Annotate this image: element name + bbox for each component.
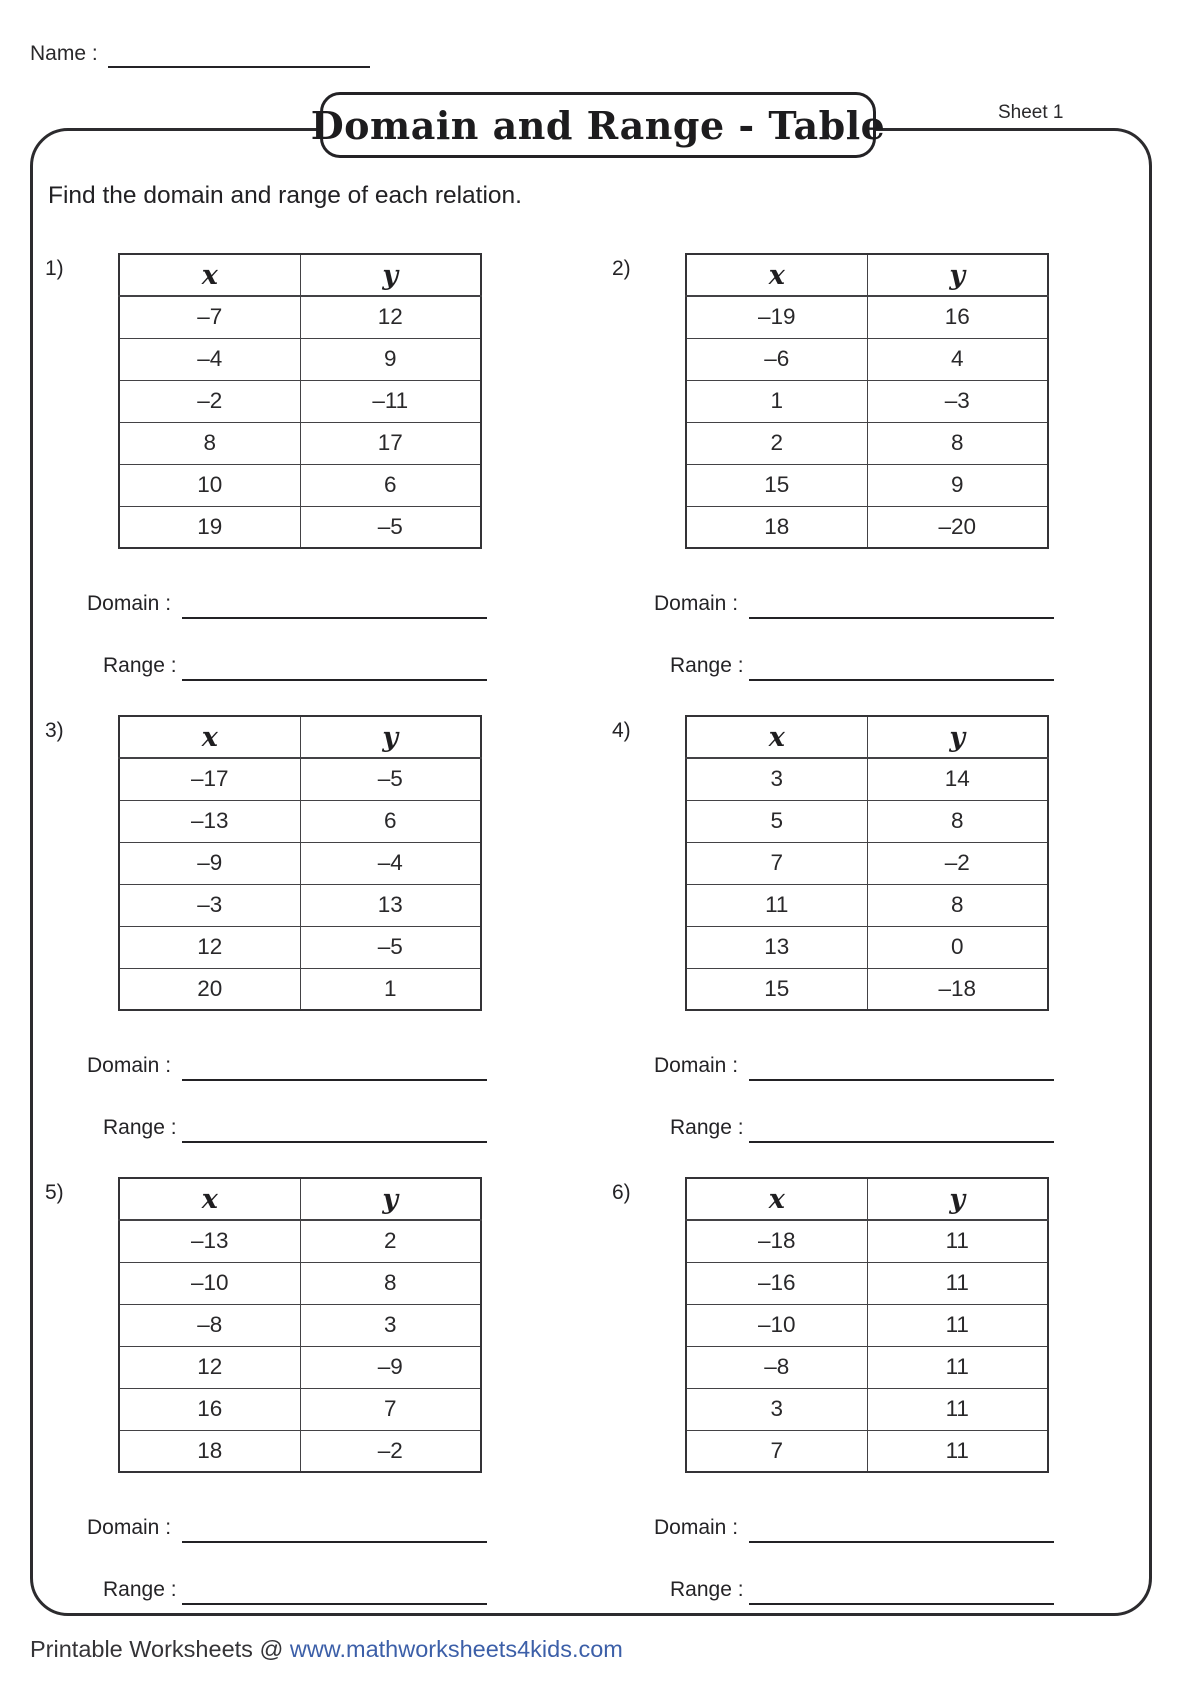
problem-number: 2) [612,257,631,280]
y-value-cell: 12 [300,296,481,338]
table-row [686,338,1048,380]
y-column-header: y [867,1178,1048,1220]
xy-table [118,253,482,549]
problem-5 [45,1177,545,1617]
x-value-cell: 7 [686,1430,867,1472]
x-value-cell: 15 [686,464,867,506]
x-value-cell: 12 [119,1346,300,1388]
y-value-cell: 6 [300,464,481,506]
table-row [119,1220,481,1262]
problem-3 [45,715,545,1155]
y-value-cell: 4 [867,338,1048,380]
xy-table [685,253,1049,549]
y-value-cell: 11 [867,1262,1048,1304]
y-column-header: y [300,716,481,758]
x-column-header: x [686,716,867,758]
x-value-cell: –7 [119,296,300,338]
x-column-header: x [119,716,300,758]
table-row [119,380,481,422]
y-value-cell: 9 [867,464,1048,506]
table-header-row [119,1178,481,1220]
domain-label: Domain : [87,592,172,615]
y-column-header: y [867,254,1048,296]
x-value-cell: –16 [686,1262,867,1304]
table-row [686,968,1048,1010]
x-value-cell: –17 [119,758,300,800]
domain-label: Domain : [654,592,739,615]
domain-label: Domain : [654,1516,739,1539]
x-column-header: x [119,254,300,296]
problem-number: 4) [612,719,631,742]
y-value-cell: 11 [867,1304,1048,1346]
footer [30,1636,623,1663]
domain-answer-line[interactable] [182,1079,487,1081]
x-value-cell: –6 [686,338,867,380]
problem-2 [612,253,1112,693]
y-value-cell: –2 [300,1430,481,1472]
range-label: Range : [103,654,177,677]
y-value-cell: 2 [300,1220,481,1262]
x-value-cell: 20 [119,968,300,1010]
x-value-cell: –10 [686,1304,867,1346]
table-row [686,1346,1048,1388]
x-value-cell: 5 [686,800,867,842]
table-row [119,1262,481,1304]
y-value-cell: 6 [300,800,481,842]
domain-label: Domain : [87,1054,172,1077]
x-value-cell: –8 [119,1304,300,1346]
y-value-cell: –5 [300,758,481,800]
x-column-header: x [686,254,867,296]
domain-label: Domain : [654,1054,739,1077]
x-value-cell: 8 [119,422,300,464]
range-answer-line[interactable] [749,679,1054,681]
name-input-line[interactable] [108,42,370,68]
x-value-cell: 3 [686,1388,867,1430]
table-row [686,1220,1048,1262]
problem-number: 3) [45,719,64,742]
y-value-cell: –5 [300,506,481,548]
domain-answer-line[interactable] [749,1079,1054,1081]
domain-answer-line[interactable] [182,617,487,619]
table-header-row [686,716,1048,758]
table-row [686,758,1048,800]
domain-answer-line[interactable] [749,617,1054,619]
x-value-cell: –10 [119,1262,300,1304]
table-row [686,1304,1048,1346]
x-value-cell: 10 [119,464,300,506]
y-value-cell: 11 [867,1220,1048,1262]
table-row [686,1262,1048,1304]
y-value-cell: 14 [867,758,1048,800]
table-row [686,464,1048,506]
table-row [686,1430,1048,1472]
footer-text: Printable Worksheets @ [30,1636,290,1662]
x-value-cell: 12 [119,926,300,968]
x-value-cell: 1 [686,380,867,422]
y-value-cell: 8 [867,422,1048,464]
y-value-cell: 11 [867,1430,1048,1472]
domain-label: Domain : [87,1516,172,1539]
x-value-cell: 19 [119,506,300,548]
table-row [119,1304,481,1346]
x-value-cell: –2 [119,380,300,422]
y-value-cell: 7 [300,1388,481,1430]
xy-table [118,715,482,1011]
x-value-cell: 18 [119,1430,300,1472]
y-value-cell: 1 [300,968,481,1010]
table-row [686,1388,1048,1430]
x-value-cell: –19 [686,296,867,338]
x-value-cell: –13 [119,800,300,842]
table-row [686,842,1048,884]
x-value-cell: –3 [119,884,300,926]
table-row [686,296,1048,338]
table-row [119,842,481,884]
table-row [119,422,481,464]
table-row [119,800,481,842]
title-box [310,92,886,158]
x-column-header: x [686,1178,867,1220]
problem-number: 6) [612,1181,631,1204]
xy-table [685,1177,1049,1473]
y-value-cell: 3 [300,1304,481,1346]
xy-table [118,1177,482,1473]
y-value-cell: 13 [300,884,481,926]
table-row [686,506,1048,548]
table-row [119,296,481,338]
x-column-header: x [119,1178,300,1220]
table-row [119,1346,481,1388]
table-header-row [119,254,481,296]
table-row [119,758,481,800]
range-answer-line[interactable] [182,679,487,681]
y-value-cell: –2 [867,842,1048,884]
y-value-cell: 11 [867,1346,1048,1388]
table-header-row [119,716,481,758]
table-row [119,968,481,1010]
table-row [119,506,481,548]
problem-number: 1) [45,257,64,280]
table-row [119,464,481,506]
x-value-cell: 16 [119,1388,300,1430]
range-label: Range : [103,1578,177,1601]
x-value-cell: 18 [686,506,867,548]
y-value-cell: –4 [300,842,481,884]
table-row [686,884,1048,926]
y-value-cell: 0 [867,926,1048,968]
range-answer-line[interactable] [182,1141,487,1143]
table-row [119,926,481,968]
y-value-cell: 9 [300,338,481,380]
table-row [686,926,1048,968]
range-answer-line[interactable] [182,1603,487,1605]
x-value-cell: 7 [686,842,867,884]
name-row [30,42,370,68]
table-row [119,1430,481,1472]
y-value-cell: 16 [867,296,1048,338]
y-value-cell: –18 [867,968,1048,1010]
y-value-cell: 11 [867,1388,1048,1430]
page-title: Domain and Range - Table [310,102,886,148]
problem-1 [45,253,545,693]
problem-6 [612,1177,1112,1617]
table-row [686,422,1048,464]
x-value-cell: –18 [686,1220,867,1262]
table-row [686,800,1048,842]
range-label: Range : [670,1116,744,1139]
table-header-row [686,1178,1048,1220]
range-answer-line[interactable] [749,1603,1054,1605]
range-label: Range : [670,1578,744,1601]
x-value-cell: –13 [119,1220,300,1262]
table-row [119,338,481,380]
y-column-header: y [867,716,1048,758]
x-value-cell: 13 [686,926,867,968]
x-value-cell: 15 [686,968,867,1010]
table-row [686,380,1048,422]
x-value-cell: 2 [686,422,867,464]
y-value-cell: 8 [867,800,1048,842]
range-answer-line[interactable] [749,1141,1054,1143]
x-value-cell: –9 [119,842,300,884]
y-value-cell: 17 [300,422,481,464]
x-value-cell: –4 [119,338,300,380]
y-value-cell: –11 [300,380,481,422]
x-value-cell: –8 [686,1346,867,1388]
table-header-row [686,254,1048,296]
footer-link[interactable]: www.mathworksheets4kids.com [289,1636,623,1662]
problem-number: 5) [45,1181,64,1204]
sheet-number-label: Sheet 1 [998,102,1064,123]
y-value-cell: 8 [867,884,1048,926]
x-value-cell: 3 [686,758,867,800]
y-column-header: y [300,1178,481,1220]
y-value-cell: –20 [867,506,1048,548]
range-label: Range : [670,654,744,677]
problem-4 [612,715,1112,1155]
name-label: Name : [30,42,98,65]
table-row [119,1388,481,1430]
range-label: Range : [103,1116,177,1139]
y-value-cell: –5 [300,926,481,968]
domain-answer-line[interactable] [749,1541,1054,1543]
instruction-text: Find the domain and range of each relation. [48,182,522,209]
x-value-cell: 11 [686,884,867,926]
xy-table [685,715,1049,1011]
y-value-cell: –9 [300,1346,481,1388]
y-value-cell: 8 [300,1262,481,1304]
table-row [119,884,481,926]
y-value-cell: –3 [867,380,1048,422]
domain-answer-line[interactable] [182,1541,487,1543]
y-column-header: y [300,254,481,296]
